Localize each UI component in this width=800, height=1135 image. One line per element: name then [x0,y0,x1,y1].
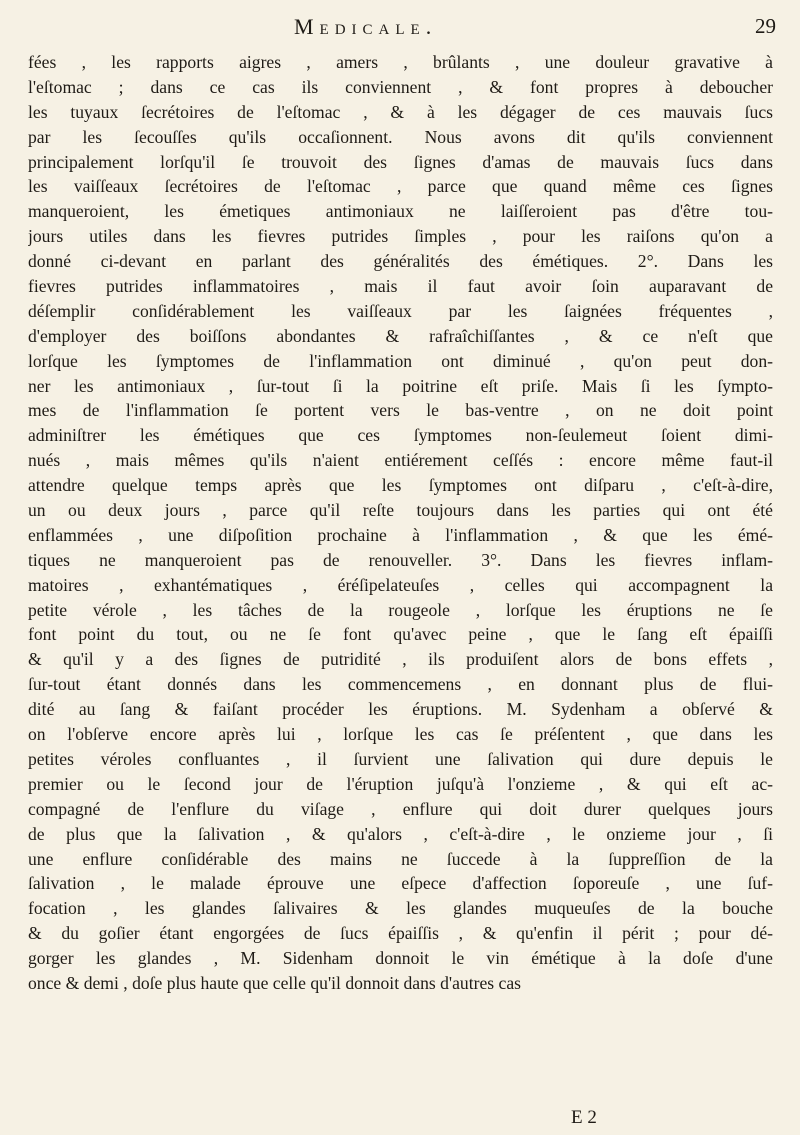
text-line: focation , les glandes ſalivaires & les glandes muqueuſes de la bouche [28,898,773,919]
body-text [28,50,773,996]
text-line: nués , mais mêmes qu'ils n'aient entiérement ceſſés : encore même faut-il [28,450,773,471]
text-line: ſur-tout étant donnés dans les commencemens , en donnant plus de flui- [28,674,773,695]
text-line: les tuyaux ſecrétoires de l'eſtomac , & à les dégager de ces mauvais ſucs [28,101,773,122]
text-line: tiques ne manqueroient pas de renouveller. 3°. Dans les fievres inflam- [28,549,773,570]
text-line: par les ſecouſſes qu'ils occaſionnent. Nous avons dit qu'ils conviennent [28,126,773,147]
text-line: déſemplir conſidérablement les vaiſſeaux par les ſaignées fréquentes , [28,300,773,321]
text-line: ſalivation , le malade éprouve une eſpece d'affection ſoporeuſe , une ſuf- [28,873,773,894]
text-line: petite vérole , les tâches de la rougeole , lorſque les éruptions ne ſe [28,599,773,620]
text-line: manqueroient, les émetiques antimoniaux ne laiſſeroient pas d'être tou- [28,201,773,222]
signature-mark: E 2 [571,1107,597,1128]
text-line: adminiſtrer les émétiques que ces ſymptomes non-ſeulemeut ſoient dimi- [28,425,773,446]
text-line: un ou deux jours , parce qu'il reſte toujours dans les parties qui ont été [28,500,773,521]
text-line: l'eſtomac ; dans ce cas ils conviennent , & font propres à deboucher [28,76,773,97]
text-line: les vaiſſeaux ſecrétoires de l'eſtomac , parce que quand même ces ſignes [28,176,773,197]
text-line: attendre quelque temps après que les ſymptomes ont diſparu , c'eſt-à-dire, [28,475,773,496]
text-line: & du goſier étant engorgées de ſucs épaiſſis , & qu'enfin il périt ; pour dé- [28,923,773,944]
text-line: de plus que la ſalivation , & qu'alors , c'eſt-à-dire , le onzieme jour , ſi [28,823,773,844]
text-line: petites véroles confluantes , il ſurvient une ſalivation qui dure depuis le [28,748,773,769]
text-line: matoires , exhantématiques , éréſipelateuſes , celles qui accompagnent la [28,574,773,595]
page-number: 29 [755,14,776,38]
text-line: font point du tout, ou ne ſe font qu'avec peine , que le ſang eſt épaiſſi [28,624,773,645]
text-line: compagné de l'enflure du viſage , enflure qui doit durer quelques jours [28,798,773,819]
text-line: une enflure conſidérable des mains ne ſuccede à la ſuppreſſion de la [28,848,773,869]
running-head: Medicale. [294,14,438,39]
text-line: fievres putrides inflammatoires , mais il faut avoir ſoin auparavant de [28,276,773,297]
text-line: lorſque les ſymptomes de l'inflammation ont diminué , qu'on peut don- [28,350,773,371]
text-line: donné ci-devant en parlant des généralités des émétiques. 2°. Dans les [28,251,773,272]
text-line: dité au ſang & faiſant procéder les éruptions. M. Sydenham a obſervé & [28,699,773,720]
text-line: once & demi , doſe plus haute que celle qu'il donnoit dans d'autres cas [28,972,521,993]
text-line: ner les antimoniaux , ſur-tout ſi la poitrine eſt priſe. Mais ſi les ſympto- [28,375,773,396]
text-line: on l'obſerve encore après lui , lorſque les cas ſe préſentent , que dans les [28,724,773,745]
text-line: principalement lorſqu'il ſe trouvoit des ſignes d'amas de mauvais ſucs dans [28,151,773,172]
text-line: & qu'il y a des ſignes de putridité , ils produiſent alors de bons effets , [28,649,773,670]
text-line: premier ou le ſecond jour de l'éruption juſqu'à l'onzieme , & qui eſt ac- [28,773,773,794]
text-line: jours utiles dans les fievres putrides ſimples , pour les raiſons qu'on a [28,226,773,247]
text-line: fées , les rapports aigres , amers , brûlants , une douleur gravative à [28,52,773,72]
text-line: gorger les glandes , M. Sidenham donnoit le vin émétique à la doſe d'une [28,948,773,969]
text-line: d'employer des boiſſons abondantes & rafraîchiſſantes , & ce n'eſt que [28,325,773,346]
text-line: mes de l'inflammation ſe portent vers le bas-ventre , on ne doit point [28,400,773,421]
text-line: enflammées , une diſpoſition prochaine à l'inflammation , & que les émé- [28,524,773,545]
